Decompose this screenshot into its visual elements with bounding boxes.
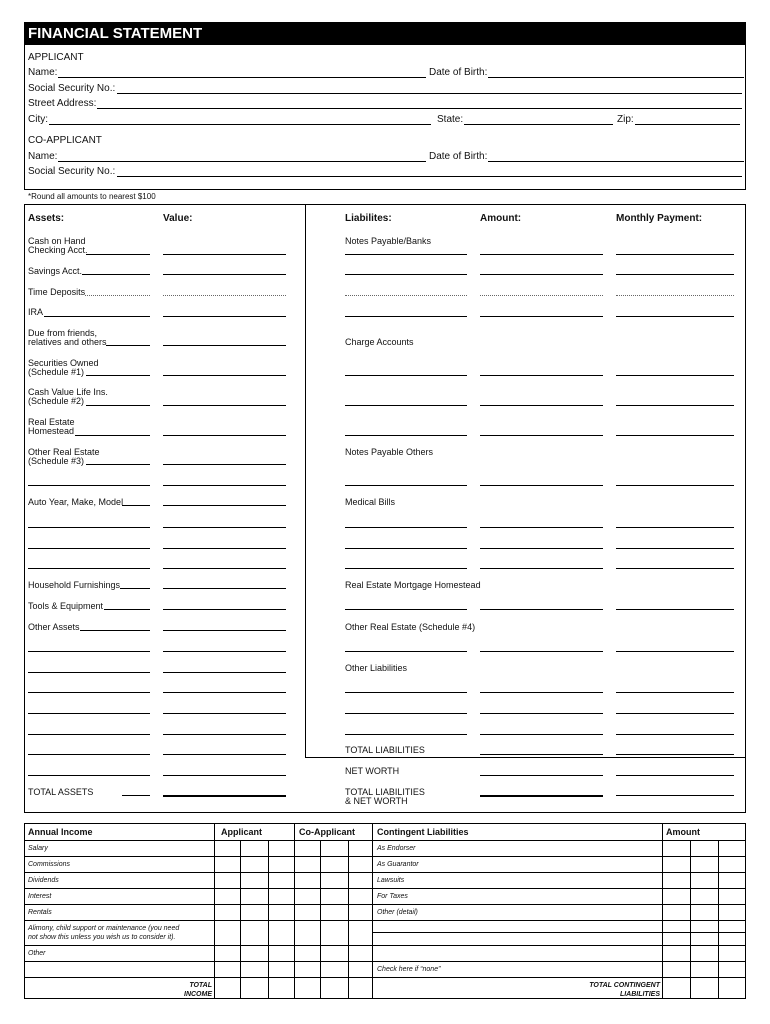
balance-divider bbox=[305, 204, 306, 758]
total-liabilities-label: TOTAL LIABILITIES bbox=[345, 745, 425, 755]
amount-cell[interactable] bbox=[320, 961, 348, 977]
amount-cell[interactable] bbox=[294, 961, 320, 977]
amount-cell[interactable] bbox=[718, 840, 746, 856]
amount-cell[interactable] bbox=[690, 977, 718, 999]
asset-value-line[interactable] bbox=[163, 375, 286, 376]
amount-cell[interactable] bbox=[294, 920, 320, 945]
income-row-label: Other bbox=[28, 950, 46, 957]
applicant-ssn-field[interactable] bbox=[117, 93, 742, 94]
amount-cell[interactable] bbox=[294, 872, 320, 888]
amount-cell[interactable] bbox=[718, 961, 746, 977]
header-divider bbox=[24, 189, 746, 190]
total-net-worth-amount-line[interactable] bbox=[480, 795, 603, 797]
amount-cell[interactable] bbox=[240, 856, 268, 872]
total-assets-line[interactable] bbox=[122, 795, 150, 796]
amount-cell[interactable] bbox=[662, 872, 690, 888]
asset-value-line[interactable] bbox=[163, 464, 286, 465]
asset-entry-line[interactable] bbox=[28, 485, 150, 486]
total-income-label: INCOME bbox=[184, 991, 212, 998]
contingent-row-label: Other (detail) bbox=[377, 909, 418, 916]
monthly-payment-line[interactable] bbox=[616, 254, 734, 255]
amount-cell[interactable] bbox=[268, 856, 294, 872]
amount-cell[interactable] bbox=[240, 977, 268, 999]
monthly-payment-line[interactable] bbox=[616, 568, 734, 569]
asset-entry-line[interactable] bbox=[80, 630, 150, 631]
liability-amount-line[interactable] bbox=[480, 548, 603, 549]
amount-cell[interactable] bbox=[718, 888, 746, 904]
total-contingent-label: LIABILITIES bbox=[619, 991, 660, 998]
annual-income-header: Annual Income bbox=[28, 827, 93, 837]
contingent-row-label: For Taxes bbox=[377, 893, 408, 900]
asset-label: Real Estate bbox=[28, 417, 75, 427]
amount-cell[interactable] bbox=[320, 977, 348, 999]
applicant-ssn-label: Social Security No.: bbox=[28, 83, 116, 94]
contingent-row-label: Check here if “none” bbox=[377, 966, 441, 973]
liability-label: Other Real Estate (Schedule #4) bbox=[345, 622, 476, 632]
asset-value-line[interactable] bbox=[163, 609, 286, 610]
asset-entry-line[interactable] bbox=[86, 254, 150, 255]
applicant-dob-field[interactable] bbox=[488, 77, 744, 78]
asset-label: Due from friends, bbox=[28, 328, 98, 338]
asset-entry-line[interactable] bbox=[28, 548, 150, 549]
total-assets-label: TOTAL ASSETS bbox=[28, 787, 94, 797]
amount-cell[interactable] bbox=[348, 872, 372, 888]
asset-value-line[interactable] bbox=[163, 345, 286, 346]
liability-entry-line[interactable] bbox=[345, 254, 467, 255]
monthly-payment-line[interactable] bbox=[616, 692, 734, 693]
asset-value-line[interactable] bbox=[163, 505, 286, 506]
city-field[interactable] bbox=[49, 124, 431, 125]
amount-cell[interactable] bbox=[214, 856, 240, 872]
table-rule bbox=[372, 823, 373, 999]
total-contingent-label: TOTAL CONTINGENT bbox=[589, 982, 660, 989]
asset-value-line[interactable] bbox=[163, 734, 286, 735]
liability-entry-line[interactable] bbox=[345, 734, 467, 735]
amount-cell[interactable] bbox=[268, 945, 294, 961]
total-net-worth-label: TOTAL LIABILITIES bbox=[345, 787, 425, 797]
liability-amount-line[interactable] bbox=[480, 734, 603, 735]
asset-value-line[interactable] bbox=[163, 435, 286, 436]
asset-entry-line[interactable] bbox=[28, 754, 150, 755]
amount-cell[interactable] bbox=[268, 977, 294, 999]
applicant-heading: APPLICANT bbox=[28, 52, 84, 63]
asset-value-line[interactable] bbox=[163, 485, 286, 486]
amount-cell[interactable] bbox=[240, 888, 268, 904]
amount-cell[interactable] bbox=[348, 840, 372, 856]
monthly-payment-line[interactable] bbox=[616, 775, 734, 776]
amount-cell[interactable] bbox=[690, 856, 718, 872]
amount-cell[interactable] bbox=[214, 904, 240, 920]
applicant-section bbox=[24, 45, 746, 190]
asset-label: Securities Owned bbox=[28, 358, 99, 368]
coapplicant-heading: CO-APPLICANT bbox=[28, 135, 102, 146]
income-row-label: Commissions bbox=[28, 861, 71, 868]
asset-entry-line[interactable] bbox=[86, 375, 150, 376]
asset-value-line[interactable] bbox=[163, 692, 286, 693]
monthly-payment-header: Monthly Payment: bbox=[616, 213, 703, 224]
asset-value-line[interactable] bbox=[163, 254, 286, 255]
amount-cell[interactable] bbox=[240, 872, 268, 888]
liability-amount-line[interactable] bbox=[480, 405, 603, 406]
asset-label: Auto Year, Make, Model bbox=[28, 497, 124, 507]
liability-amount-line[interactable] bbox=[480, 609, 603, 610]
monthly-payment-line[interactable] bbox=[616, 295, 734, 296]
amount-cell[interactable] bbox=[240, 840, 268, 856]
asset-label: Time Deposits bbox=[28, 287, 86, 297]
income-row-label: Interest bbox=[28, 893, 52, 900]
liability-amount-line[interactable] bbox=[480, 527, 603, 528]
amount-cell[interactable] bbox=[320, 872, 348, 888]
liability-entry-line[interactable] bbox=[345, 435, 467, 436]
liability-entry-line[interactable] bbox=[345, 692, 467, 693]
asset-label: Cash on Hand bbox=[28, 236, 86, 246]
liability-amount-line[interactable] bbox=[480, 568, 603, 569]
amount-cell[interactable] bbox=[718, 945, 746, 961]
asset-entry-line[interactable] bbox=[86, 405, 150, 406]
monthly-payment-line[interactable] bbox=[616, 734, 734, 735]
net-worth-label: NET WORTH bbox=[345, 766, 400, 776]
amount-cell[interactable] bbox=[320, 904, 348, 920]
coapplicant-name-field[interactable] bbox=[58, 161, 426, 162]
zip-label: Zip: bbox=[617, 114, 634, 125]
amount-header: Amount: bbox=[480, 213, 522, 224]
monthly-payment-line[interactable] bbox=[616, 375, 734, 376]
monthly-payment-line[interactable] bbox=[616, 316, 734, 317]
asset-label: Other Assets bbox=[28, 622, 80, 632]
asset-value-line[interactable] bbox=[163, 630, 286, 631]
asset-value-line[interactable] bbox=[163, 754, 286, 755]
amount-cell[interactable] bbox=[690, 961, 718, 977]
applicant-dob-label: Date of Birth: bbox=[429, 67, 488, 78]
amount-cell[interactable] bbox=[240, 945, 268, 961]
asset-label: Savings Acct. bbox=[28, 266, 83, 276]
amount-cell[interactable] bbox=[690, 904, 718, 920]
amount-cell[interactable] bbox=[268, 888, 294, 904]
asset-entry-line[interactable] bbox=[120, 588, 150, 589]
monthly-payment-line[interactable] bbox=[616, 435, 734, 436]
liability-entry-line[interactable] bbox=[345, 274, 467, 275]
amount-cell[interactable] bbox=[268, 920, 294, 945]
asset-entry-line[interactable] bbox=[28, 692, 150, 693]
monthly-payment-line[interactable] bbox=[616, 713, 734, 714]
asset-entry-line[interactable] bbox=[28, 734, 150, 735]
liabilities-header: Liabilites: bbox=[345, 213, 392, 224]
liability-amount-line[interactable] bbox=[480, 435, 603, 436]
asset-entry-line[interactable] bbox=[75, 435, 150, 436]
asset-value-line[interactable] bbox=[163, 295, 286, 296]
liability-entry-line[interactable] bbox=[345, 405, 467, 406]
amount-cell[interactable] bbox=[320, 920, 348, 945]
zip-field[interactable] bbox=[635, 124, 740, 125]
asset-label: Homestead bbox=[28, 426, 75, 436]
amount-cell[interactable] bbox=[348, 961, 372, 977]
monthly-payment-line[interactable] bbox=[616, 405, 734, 406]
coapplicant-ssn-field[interactable] bbox=[117, 176, 742, 177]
asset-entry-line[interactable] bbox=[104, 609, 150, 610]
amount-cell[interactable] bbox=[718, 856, 746, 872]
street-address-label: Street Address: bbox=[28, 98, 97, 109]
asset-value-line[interactable] bbox=[163, 588, 286, 589]
total-income-label: TOTAL bbox=[189, 982, 212, 989]
asset-entry-line[interactable] bbox=[44, 316, 150, 317]
state-field[interactable] bbox=[464, 124, 613, 125]
liability-amount-line[interactable] bbox=[480, 375, 603, 376]
amount-cell[interactable] bbox=[348, 888, 372, 904]
liability-amount-line[interactable] bbox=[480, 316, 603, 317]
liability-amount-line[interactable] bbox=[480, 274, 603, 275]
amount-cell[interactable] bbox=[348, 904, 372, 920]
amount-cell[interactable] bbox=[240, 961, 268, 977]
amount-cell[interactable] bbox=[214, 945, 240, 961]
amount-cell[interactable] bbox=[348, 977, 372, 999]
liability-amount-line[interactable] bbox=[480, 775, 603, 776]
liability-amount-line[interactable] bbox=[480, 485, 603, 486]
amount-cell[interactable] bbox=[662, 977, 690, 999]
coapplicant-dob-label: Date of Birth: bbox=[429, 151, 488, 162]
round-note: *Round all amounts to nearest $100 bbox=[28, 192, 156, 201]
liability-amount-line[interactable] bbox=[480, 295, 603, 296]
asset-label: (Schedule #1) bbox=[28, 367, 85, 377]
asset-value-line[interactable] bbox=[163, 274, 286, 275]
monthly-payment-line[interactable] bbox=[616, 609, 734, 610]
monthly-payment-line[interactable] bbox=[616, 274, 734, 275]
amount-cell[interactable] bbox=[268, 840, 294, 856]
amount-cell[interactable] bbox=[294, 977, 320, 999]
asset-entry-line[interactable] bbox=[28, 713, 150, 714]
asset-value-line[interactable] bbox=[163, 548, 286, 549]
liability-entry-line[interactable] bbox=[345, 548, 467, 549]
city-label: City: bbox=[28, 114, 48, 125]
contingent-liabilities-header: Contingent Liabilities bbox=[377, 827, 469, 837]
amount-cell[interactable] bbox=[320, 840, 348, 856]
amount-cell[interactable] bbox=[214, 977, 240, 999]
amount-cell[interactable] bbox=[662, 888, 690, 904]
amount-cell[interactable] bbox=[294, 888, 320, 904]
applicant-name-field[interactable] bbox=[58, 77, 426, 78]
amount-cell[interactable] bbox=[718, 920, 746, 945]
amount-cell[interactable] bbox=[690, 888, 718, 904]
asset-value-line[interactable] bbox=[163, 316, 286, 317]
asset-entry-line[interactable] bbox=[86, 464, 150, 465]
asset-value-line[interactable] bbox=[163, 527, 286, 528]
amount-cell[interactable] bbox=[294, 856, 320, 872]
amount-cell[interactable] bbox=[294, 945, 320, 961]
asset-label: Checking Acct. bbox=[28, 245, 88, 255]
coapplicant-column-header: Co-Applicant bbox=[299, 827, 355, 837]
liability-entry-line[interactable] bbox=[345, 485, 467, 486]
asset-label: Household Furnishings bbox=[28, 580, 121, 590]
income-row-label: Dividends bbox=[28, 877, 59, 884]
monthly-payment-line[interactable] bbox=[616, 548, 734, 549]
amount-cell[interactable] bbox=[294, 840, 320, 856]
liability-entry-line[interactable] bbox=[345, 527, 467, 528]
street-address-field[interactable] bbox=[97, 108, 742, 109]
amount-cell[interactable] bbox=[214, 961, 240, 977]
coapplicant-dob-field[interactable] bbox=[488, 161, 744, 162]
monthly-payment-line[interactable] bbox=[616, 527, 734, 528]
asset-value-line[interactable] bbox=[163, 405, 286, 406]
asset-value-line[interactable] bbox=[163, 568, 286, 569]
amount-cell[interactable] bbox=[348, 945, 372, 961]
amount-cell[interactable] bbox=[690, 920, 718, 945]
liability-amount-line[interactable] bbox=[480, 754, 603, 755]
amount-cell[interactable] bbox=[348, 856, 372, 872]
asset-value-line[interactable] bbox=[163, 713, 286, 714]
amount-cell[interactable] bbox=[240, 920, 268, 945]
liability-label: Real Estate Mortgage Homestead bbox=[345, 580, 481, 590]
state-label: State: bbox=[437, 114, 464, 125]
asset-entry-line[interactable] bbox=[28, 527, 150, 528]
amount-cell[interactable] bbox=[718, 872, 746, 888]
liability-entry-line[interactable] bbox=[345, 713, 467, 714]
income-row-label: Salary bbox=[28, 845, 48, 852]
amount-cell[interactable] bbox=[214, 920, 240, 945]
asset-label: Other Real Estate bbox=[28, 447, 100, 457]
amount-cell[interactable] bbox=[718, 977, 746, 999]
amount-cell[interactable] bbox=[662, 961, 690, 977]
amount-cell[interactable] bbox=[268, 872, 294, 888]
amount-cell[interactable] bbox=[690, 840, 718, 856]
asset-label: (Schedule #2) bbox=[28, 396, 85, 406]
page-title: FINANCIAL STATEMENT bbox=[24, 22, 746, 45]
liability-entry-line[interactable] bbox=[345, 568, 467, 569]
amount-cell[interactable] bbox=[214, 872, 240, 888]
amount-cell[interactable] bbox=[690, 945, 718, 961]
amount-cell[interactable] bbox=[662, 856, 690, 872]
amount-cell[interactable] bbox=[320, 856, 348, 872]
asset-entry-line[interactable] bbox=[85, 295, 150, 296]
applicant-column-header: Applicant bbox=[221, 827, 263, 837]
income-row-label: Alimony, child support or maintenance (you need bbox=[28, 925, 180, 932]
asset-label: Cash Value Life Ins. bbox=[28, 387, 108, 397]
liability-entry-line[interactable] bbox=[345, 609, 467, 610]
amount-cell[interactable] bbox=[214, 840, 240, 856]
amount-cell[interactable] bbox=[268, 904, 294, 920]
liability-label: Notes Payable/Banks bbox=[345, 236, 432, 246]
amount-cell[interactable] bbox=[662, 904, 690, 920]
amount-cell[interactable] bbox=[214, 888, 240, 904]
liability-label: Other Liabilities bbox=[345, 663, 408, 673]
liability-entry-line[interactable] bbox=[345, 651, 467, 652]
asset-label: relatives and others bbox=[28, 337, 107, 347]
income-row-label: Rentals bbox=[28, 909, 52, 916]
liability-entry-line[interactable] bbox=[345, 316, 467, 317]
liabilities-bottom-border bbox=[305, 757, 746, 758]
coapplicant-ssn-label: Social Security No.: bbox=[28, 166, 116, 177]
value-header: Value: bbox=[163, 213, 193, 224]
asset-label: Tools & Equipment bbox=[28, 601, 104, 611]
amount-cell[interactable] bbox=[320, 945, 348, 961]
asset-entry-line[interactable] bbox=[28, 568, 150, 569]
amount-cell[interactable] bbox=[320, 888, 348, 904]
liability-amount-line[interactable] bbox=[480, 692, 603, 693]
asset-value-line[interactable] bbox=[163, 651, 286, 652]
contingent-row-label: As Guarantor bbox=[377, 861, 419, 868]
applicant-name-label: Name: bbox=[28, 67, 58, 78]
amount-cell[interactable] bbox=[268, 961, 294, 977]
monthly-payment-line[interactable] bbox=[616, 651, 734, 652]
amount-cell[interactable] bbox=[690, 872, 718, 888]
amount-cell[interactable] bbox=[348, 920, 372, 945]
asset-entry-line[interactable] bbox=[82, 274, 150, 275]
total-net-worth-monthly-line[interactable] bbox=[616, 795, 734, 796]
liability-amount-line[interactable] bbox=[480, 651, 603, 652]
asset-entry-line[interactable] bbox=[122, 505, 150, 506]
monthly-payment-line[interactable] bbox=[616, 485, 734, 486]
assets-header: Assets: bbox=[28, 213, 65, 224]
liability-amount-line[interactable] bbox=[480, 713, 603, 714]
liability-label: Charge Accounts bbox=[345, 337, 414, 347]
liability-entry-line[interactable] bbox=[345, 375, 467, 376]
asset-entry-line[interactable] bbox=[28, 672, 150, 673]
income-row-label: not show this unless you wish us to consider it). bbox=[28, 934, 176, 941]
asset-entry-line[interactable] bbox=[28, 775, 150, 776]
amount-cell[interactable] bbox=[294, 904, 320, 920]
asset-entry-line[interactable] bbox=[106, 345, 150, 346]
amount-cell[interactable] bbox=[662, 945, 690, 961]
amount-cell[interactable] bbox=[718, 904, 746, 920]
total-net-worth-label: & NET WORTH bbox=[345, 796, 408, 806]
asset-entry-line[interactable] bbox=[28, 651, 150, 652]
liability-label: Medical Bills bbox=[345, 497, 396, 507]
asset-label: IRA bbox=[28, 307, 44, 317]
amount-cell[interactable] bbox=[240, 904, 268, 920]
contingent-row-label: As Endorser bbox=[377, 845, 416, 852]
liability-amount-line[interactable] bbox=[480, 254, 603, 255]
liability-entry-line[interactable] bbox=[345, 295, 467, 296]
coapplicant-name-label: Name: bbox=[28, 151, 58, 162]
amount-cell[interactable] bbox=[662, 920, 690, 945]
contingent-row-label: Lawsuits bbox=[377, 877, 405, 884]
amount-cell[interactable] bbox=[662, 840, 690, 856]
contingent-amount-header: Amount bbox=[666, 827, 700, 837]
asset-label: (Schedule #3) bbox=[28, 456, 85, 466]
liability-label: Notes Payable Others bbox=[345, 447, 434, 457]
monthly-payment-line[interactable] bbox=[616, 754, 734, 755]
asset-value-line[interactable] bbox=[163, 672, 286, 673]
asset-value-line[interactable] bbox=[163, 775, 286, 776]
total-assets-value-line[interactable] bbox=[163, 795, 286, 797]
